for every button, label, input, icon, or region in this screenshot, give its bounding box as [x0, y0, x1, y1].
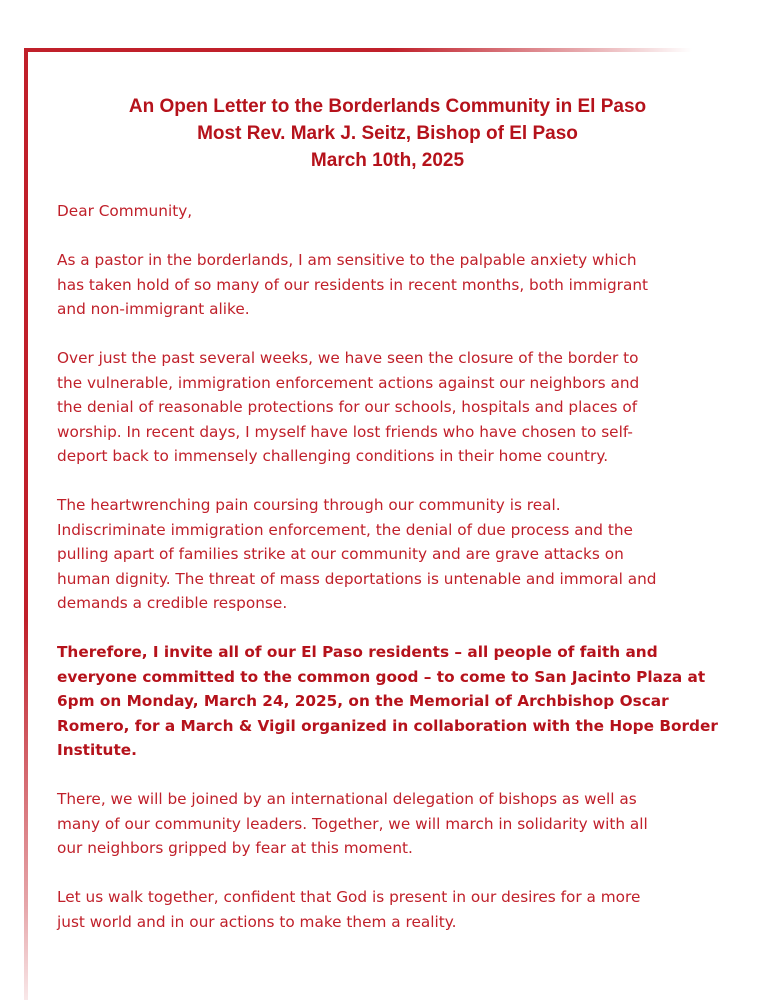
- paragraph-closing: [57, 885, 737, 934]
- text-line: everyone committed to the common good – to come to San Jacinto Plaza at: [57, 667, 706, 686]
- text-line: worship. In recent days, I myself have lost friends who have chosen to self-: [57, 422, 633, 441]
- decorative-border-top: [24, 48, 692, 52]
- paragraph-pain: [57, 493, 737, 616]
- paragraph-anxiety: [57, 248, 737, 322]
- text-line: many of our community leaders. Together, we will march in solidarity with all: [57, 814, 648, 833]
- text-line: deport back to immensely challenging conditions in their home country.: [57, 447, 609, 465]
- text-line: Institute.: [57, 741, 137, 759]
- decorative-border-left: [24, 48, 28, 1000]
- text-line: Let us walk together, confident that God is present in our desires for a more: [57, 888, 641, 906]
- text-line: 6pm on Monday, March 24, 2025, on the Memorial of Archbishop Oscar: [57, 692, 669, 710]
- letter-title: An Open Letter to the Borderlands Community in El Paso: [128, 96, 647, 117]
- text-line: our neighbors gripped by fear at this moment.: [57, 839, 413, 857]
- text-line: human dignity. The threat of mass deportations is untenable and immoral and: [57, 569, 657, 588]
- letter-date: March 10th, 2025: [310, 150, 465, 171]
- letter-body: [57, 199, 737, 959]
- paragraph-solidarity: [57, 787, 737, 861]
- text-line: pulling apart of families strike at our community and are grave attacks on: [57, 545, 624, 563]
- text-line: Therefore, I invite all of our El Paso residents – all people of faith and: [57, 643, 658, 661]
- text-line: just world and in our actions to make them a reality.: [57, 912, 457, 931]
- paragraph-invitation: [57, 640, 737, 763]
- text-line: There, we will be joined by an international delegation of bishops as well as: [57, 790, 637, 808]
- text-line: As a pastor in the borderlands, I am sensitive to the palpable anxiety which: [57, 251, 637, 269]
- text-line: and non-immigrant alike.: [57, 300, 250, 318]
- paragraph-recent-weeks: [57, 346, 737, 469]
- text-line: the vulnerable, immigration enforcement actions against our neighbors and: [57, 373, 640, 392]
- letter-greeting: Dear Community,: [57, 202, 193, 220]
- letter-author: Most Rev. Mark J. Seitz, Bishop of El Paso: [197, 123, 578, 144]
- text-line: has taken hold of so many of our residents in recent months, both immigrant: [57, 275, 649, 294]
- letter-header: [40, 93, 735, 174]
- text-line: demands a credible response.: [57, 594, 288, 612]
- text-line: the denial of reasonable protections for our schools, hospitals and places of: [57, 398, 638, 416]
- text-line: Over just the past several weeks, we have seen the closure of the border to: [57, 349, 639, 367]
- text-line: The heartwrenching pain coursing through our community is real.: [57, 496, 561, 514]
- text-line: Indiscriminate immigration enforcement, the denial of due process and the: [57, 520, 633, 539]
- text-line: Romero, for a March & Vigil organized in collaboration with the Hope Border: [57, 716, 718, 735]
